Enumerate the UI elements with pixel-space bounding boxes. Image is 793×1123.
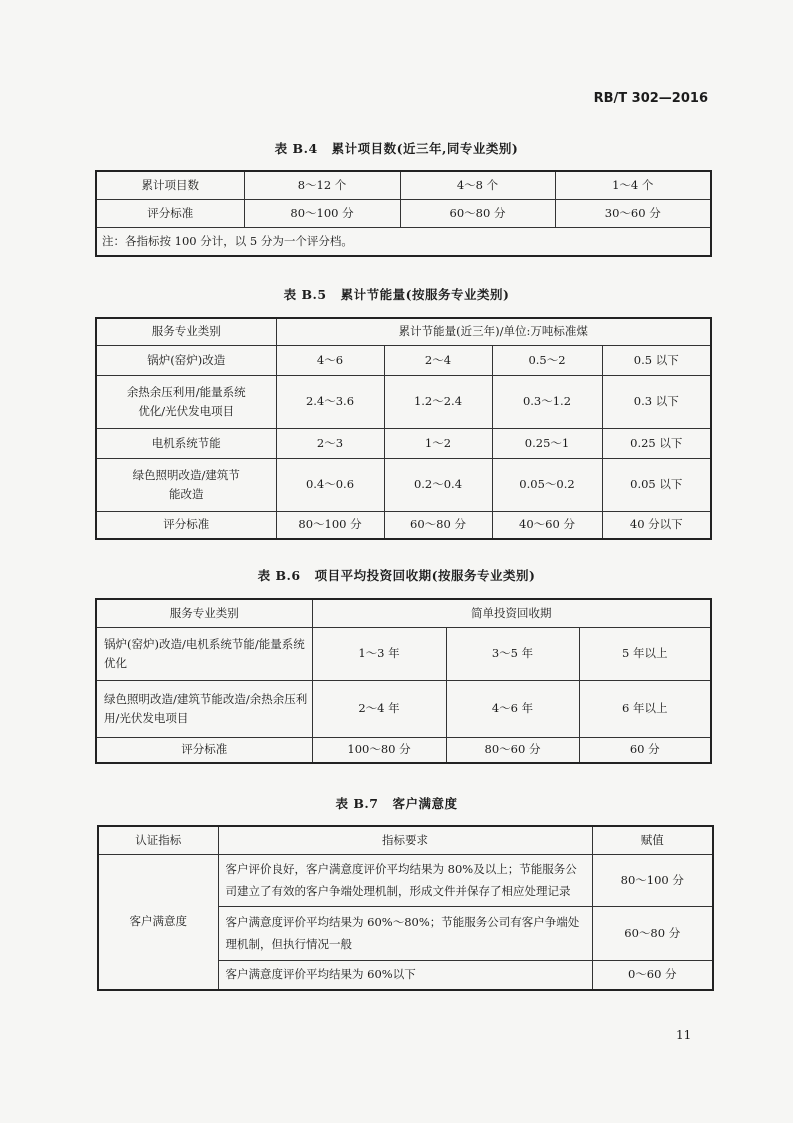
table-row [96,428,711,458]
table-cell: 100～80 分 [312,737,446,763]
page-number: 11 [676,1028,692,1042]
table-b4-caption [0,139,793,157]
table-cell: 0.3～1.2 [492,375,602,428]
table-b5-title: 累计节能量(按服务专业类别) [340,287,510,302]
table-cell: 6 年以上 [579,680,711,737]
table-b6-caption [0,566,793,584]
table-row [96,511,711,539]
table-b7-caption [0,794,793,812]
table-cell: 30～60 分 [555,199,711,227]
row-header: 评分标准 [96,511,276,539]
table-cell: 4～8 个 [400,171,555,199]
table-row [96,171,711,199]
table-b7-number: 表 B.7 [335,796,379,811]
table-cell: 8～12 个 [244,171,400,199]
table-cell: 80～100 分 [244,199,400,227]
table-row [96,199,711,227]
document-code: RB/T 302—2016 [593,91,708,106]
table-cell: 累计项目数 [96,171,244,199]
table-b6 [95,598,712,764]
table-cell: 4～6 [276,345,384,375]
table-b6-title: 项目平均投资回收期(按服务专业类别) [314,568,536,583]
table-cell: 0.5～2 [492,345,602,375]
table-b4-number: 表 B.4 [274,141,318,156]
column-header: 服务专业类别 [96,318,276,345]
table-cell: 1～2 [384,428,492,458]
column-header: 指标要求 [218,826,592,854]
table-cell: 2～4 [384,345,492,375]
table-cell: 60 分 [579,737,711,763]
table-b4 [95,170,712,257]
requirement-cell: 客户评价良好，客户满意度评价平均结果为 80%及以上；节能服务公司建立了有效的客户争端处理机制，形成文件并保存了相应处理记录 [218,854,592,906]
table-cell: 4～6 年 [446,680,579,737]
column-header: 简单投资回收期 [312,599,711,627]
table-cell: 0.25～1 [492,428,602,458]
column-header: 累计节能量(近三年)/单位:万吨标准煤 [276,318,711,345]
score-cell: 80～100 分 [592,854,713,906]
row-header: 评分标准 [96,737,312,763]
table-cell: 40～60 分 [492,511,602,539]
table-cell: 0.5 以下 [602,345,711,375]
row-header: 绿色照明改造/建筑节能改造/余热余压利用/光伏发电项目 [96,680,312,737]
table-cell: 80～100 分 [276,511,384,539]
table-row [96,680,711,737]
table-row [96,345,711,375]
table-b4-title: 累计项目数(近三年,同专业类别) [331,141,519,156]
table-cell: 60～80 分 [384,511,492,539]
table-b7 [97,825,714,991]
table-cell: 3～5 年 [446,627,579,680]
table-b5-number: 表 B.5 [283,287,327,302]
table-cell: 0.05 以下 [602,458,711,511]
table-cell: 80～60 分 [446,737,579,763]
table-cell: 60～80 分 [400,199,555,227]
requirement-cell: 客户满意度评价平均结果为 60%以下 [218,960,592,990]
table-cell: 1～4 个 [555,171,711,199]
table-cell: 2～4 年 [312,680,446,737]
table-cell: 0.25 以下 [602,428,711,458]
column-header: 认证指标 [98,826,218,854]
table-cell: 40 分以下 [602,511,711,539]
table-cell: 1.2～2.4 [384,375,492,428]
requirement-cell: 客户满意度评价平均结果为 60%～80%；节能服务公司有客户争端处理机制，但执行情况一般 [218,906,592,960]
table-b7-title: 客户满意度 [392,796,458,811]
table-header-row [96,599,711,627]
table-row [96,627,711,680]
table-cell: 1～3 年 [312,627,446,680]
row-header: 余热余压利用/能量系统优化/光伏发电项目 [96,375,276,428]
table-cell: 0.2～0.4 [384,458,492,511]
score-cell: 60～80 分 [592,906,713,960]
table-cell: 0.4～0.6 [276,458,384,511]
row-header: 锅炉(窑炉)改造/电机系统节能/能量系统优化 [96,627,312,680]
row-header: 绿色照明改造/建筑节能改造 [96,458,276,511]
table-note-row [96,227,711,256]
table-b6-number: 表 B.6 [257,568,301,583]
table-row [98,854,713,906]
table-row [96,375,711,428]
table-header-row [96,318,711,345]
table-cell: 5 年以上 [579,627,711,680]
score-cell: 0～60 分 [592,960,713,990]
table-cell: 2～3 [276,428,384,458]
table-cell: 0.05～0.2 [492,458,602,511]
table-b5 [95,317,712,540]
table-note: 注：各指标按 100 分计，以 5 分为一个评分档。 [96,227,711,256]
table-row [96,737,711,763]
table-cell: 2.4～3.6 [276,375,384,428]
row-header: 电机系统节能 [96,428,276,458]
table-cell: 评分标准 [96,199,244,227]
column-header: 服务专业类别 [96,599,312,627]
indicator-cell: 客户满意度 [98,854,218,990]
row-header: 锅炉(窑炉)改造 [96,345,276,375]
table-row [96,458,711,511]
table-header-row [98,826,713,854]
table-b5-caption [0,285,793,303]
table-cell: 0.3 以下 [602,375,711,428]
column-header: 赋值 [592,826,713,854]
